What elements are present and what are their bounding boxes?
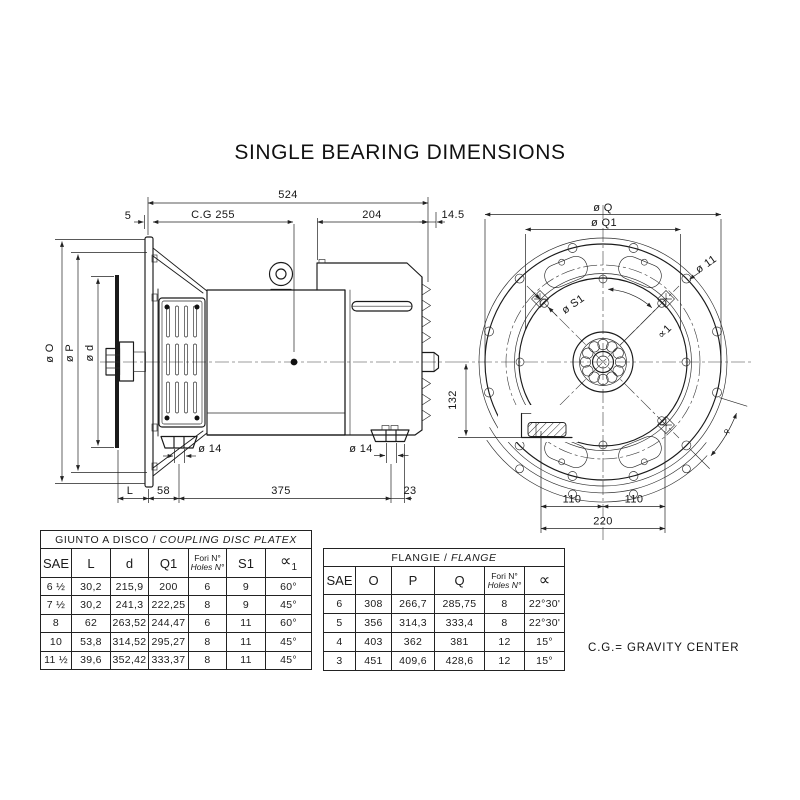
table-cell: 215,9 <box>111 578 149 596</box>
table-cell: 266,7 <box>392 595 435 614</box>
table-cell: 60° <box>266 578 312 596</box>
table-cell: 15° <box>525 652 565 671</box>
gravity-center-dot <box>291 359 298 366</box>
side-view <box>44 189 465 503</box>
table-cell: 60° <box>266 614 312 632</box>
table-cell: 295,27 <box>149 633 189 651</box>
table-cell: 8 <box>41 614 72 632</box>
table-cell: 45° <box>266 596 312 614</box>
terminal-box <box>317 263 422 290</box>
table-row <box>324 652 565 671</box>
table-cell: 381 <box>435 633 485 652</box>
table-cell: 6 ½ <box>41 578 72 596</box>
table-cell: 409,6 <box>392 652 435 671</box>
col-alpha1 <box>266 549 312 578</box>
table-cell: 6 <box>324 595 356 614</box>
dim-204: 204 <box>362 209 382 221</box>
dim-P: ø P <box>64 343 76 363</box>
lifting-eye <box>270 263 293 290</box>
coupling-table-body <box>41 578 312 670</box>
table-cell: 8 <box>189 651 227 669</box>
coupling-title-en: COUPLING DISC PLATEX <box>159 533 297 546</box>
mounting-foot-right <box>371 430 409 442</box>
table-cell: 8 <box>485 595 525 614</box>
dim-11: ø 11 <box>693 253 720 276</box>
table-cell: 222,25 <box>149 596 189 614</box>
table-row <box>324 614 565 633</box>
col-holes <box>189 549 227 578</box>
col-d: d <box>111 549 149 578</box>
table-cell: 285,75 <box>435 595 485 614</box>
table-cell: 11 <box>227 614 266 632</box>
table-cell: 45° <box>266 633 312 651</box>
col-alpha <box>525 567 565 595</box>
table-cell: 9 <box>227 596 266 614</box>
page-title: SINGLE BEARING DIMENSIONS <box>234 141 566 164</box>
dim-132: 132 <box>447 390 459 410</box>
table-row <box>324 595 565 614</box>
alpha-subscript: 1 <box>291 562 297 574</box>
table-cell: 352,42 <box>111 651 149 669</box>
table-cell: 451 <box>356 652 392 671</box>
col-fori-label: Fori N° <box>491 570 518 581</box>
col-holes-label: Holes N° <box>487 579 522 590</box>
table-cell: 15° <box>525 633 565 652</box>
table-cell: 403 <box>356 633 392 652</box>
coupling-disc <box>115 275 119 448</box>
dim-alpha: ∝ <box>719 425 734 440</box>
col-sae: SAE <box>324 567 356 595</box>
table-cell: 12 <box>485 652 525 671</box>
dim-220: 220 <box>593 515 613 528</box>
table-cell: 30,2 <box>72 578 111 596</box>
table-row <box>41 578 312 596</box>
table-cell: 12 <box>485 633 525 652</box>
table-row <box>41 651 312 669</box>
table-cell: 4 <box>324 633 356 652</box>
col-L: L <box>72 549 111 578</box>
flange-table <box>323 548 565 671</box>
dim-524: 524 <box>278 189 298 201</box>
dim-S1: ø S1 <box>559 292 587 317</box>
table-row <box>324 633 565 652</box>
table-cell: 362 <box>392 633 435 652</box>
col-Q: Q <box>435 567 485 595</box>
col-holes-label: Holes N° <box>190 562 225 572</box>
table-cell: 356 <box>356 614 392 633</box>
table-cell: 8 <box>189 633 227 651</box>
table-cell: 6 <box>189 614 227 632</box>
table-row <box>41 596 312 614</box>
alpha-symbol: ∝ <box>538 571 551 589</box>
dim-110-right: 110 <box>624 493 644 506</box>
coupling-table-title <box>41 531 312 549</box>
dim-cg-255: C.G 255 <box>191 209 235 221</box>
table-cell: 314,3 <box>392 614 435 633</box>
table-cell: 6 <box>189 578 227 596</box>
table-cell: 7 ½ <box>41 596 72 614</box>
flange-title-it: FLANGIE <box>391 551 441 564</box>
col-O: O <box>356 567 392 595</box>
table-cell: 3 <box>324 652 356 671</box>
dim-110-left: 110 <box>562 493 582 506</box>
table-cell: 5 <box>324 614 356 633</box>
col-S1: S1 <box>227 549 266 578</box>
flange-table-body <box>324 595 565 671</box>
flange-table-title <box>324 549 565 567</box>
dim-5: 5 <box>124 210 132 222</box>
flange-title-sep: / <box>443 551 448 564</box>
table-cell: 244,47 <box>149 614 189 632</box>
alpha-symbol: ∝ <box>280 552 292 570</box>
table-cell: 11 <box>227 633 266 651</box>
table-cell: 333,37 <box>149 651 189 669</box>
dim-14-5: 14.5 <box>441 209 465 221</box>
flange-table-header <box>324 567 565 595</box>
flange-view <box>447 202 752 540</box>
coupling-table-header <box>41 549 312 578</box>
flange-title-en: FLANGE <box>451 551 497 564</box>
mounting-foot-left <box>161 437 197 449</box>
col-P: P <box>392 567 435 595</box>
dim-Q: ø Q <box>593 202 613 214</box>
table-cell: 11 ½ <box>41 651 72 669</box>
table-cell: 39,6 <box>72 651 111 669</box>
air-intake-grille <box>158 289 205 436</box>
dim-23: 23 <box>403 485 417 497</box>
table-cell: 62 <box>72 614 111 632</box>
table-cell: 22°30' <box>525 614 565 633</box>
table-cell: 333,4 <box>435 614 485 633</box>
table-cell: 8 <box>189 596 227 614</box>
table-cell: 9 <box>227 578 266 596</box>
dim-Q1: ø Q1 <box>590 217 618 229</box>
col-holes <box>485 567 525 595</box>
flange-view-dimensions <box>447 202 747 533</box>
table-cell: 10 <box>41 633 72 651</box>
table-cell: 11 <box>227 651 266 669</box>
dim-O: ø O <box>44 343 56 363</box>
table-cell: 263,52 <box>111 614 149 632</box>
table-cell: 53,8 <box>72 633 111 651</box>
gravity-center-note: C.G.= GRAVITY CENTER <box>588 642 740 654</box>
dim-58: 58 <box>156 485 171 497</box>
coupling-title-it: GIUNTO A DISCO <box>55 533 150 546</box>
dim-14-left: ø 14 <box>198 443 222 455</box>
table-cell: 45° <box>266 651 312 669</box>
col-sae: SAE <box>41 549 72 578</box>
table-cell: 30,2 <box>72 596 111 614</box>
table-cell: 428,6 <box>435 652 485 671</box>
table-cell: 241,3 <box>111 596 149 614</box>
table-cell: 200 <box>149 578 189 596</box>
col-fori-label: Fori N° <box>194 553 221 563</box>
table-cell: 308 <box>356 595 392 614</box>
dim-L: L <box>126 485 134 497</box>
side-view-dimensions <box>44 189 465 503</box>
table-cell: 314,52 <box>111 633 149 651</box>
table-row <box>41 614 312 632</box>
dim-14-right: ø 14 <box>349 443 373 455</box>
table-cell: 22°30' <box>525 595 565 614</box>
table-row <box>41 633 312 651</box>
coupling-table <box>40 530 312 670</box>
table-cell: 8 <box>485 614 525 633</box>
dim-alpha1: ∝1 <box>655 322 675 342</box>
dim-d: ø d <box>84 344 96 362</box>
col-Q1: Q1 <box>149 549 189 578</box>
coupling-title-sep: / <box>152 533 157 546</box>
dim-375: 375 <box>271 485 291 497</box>
